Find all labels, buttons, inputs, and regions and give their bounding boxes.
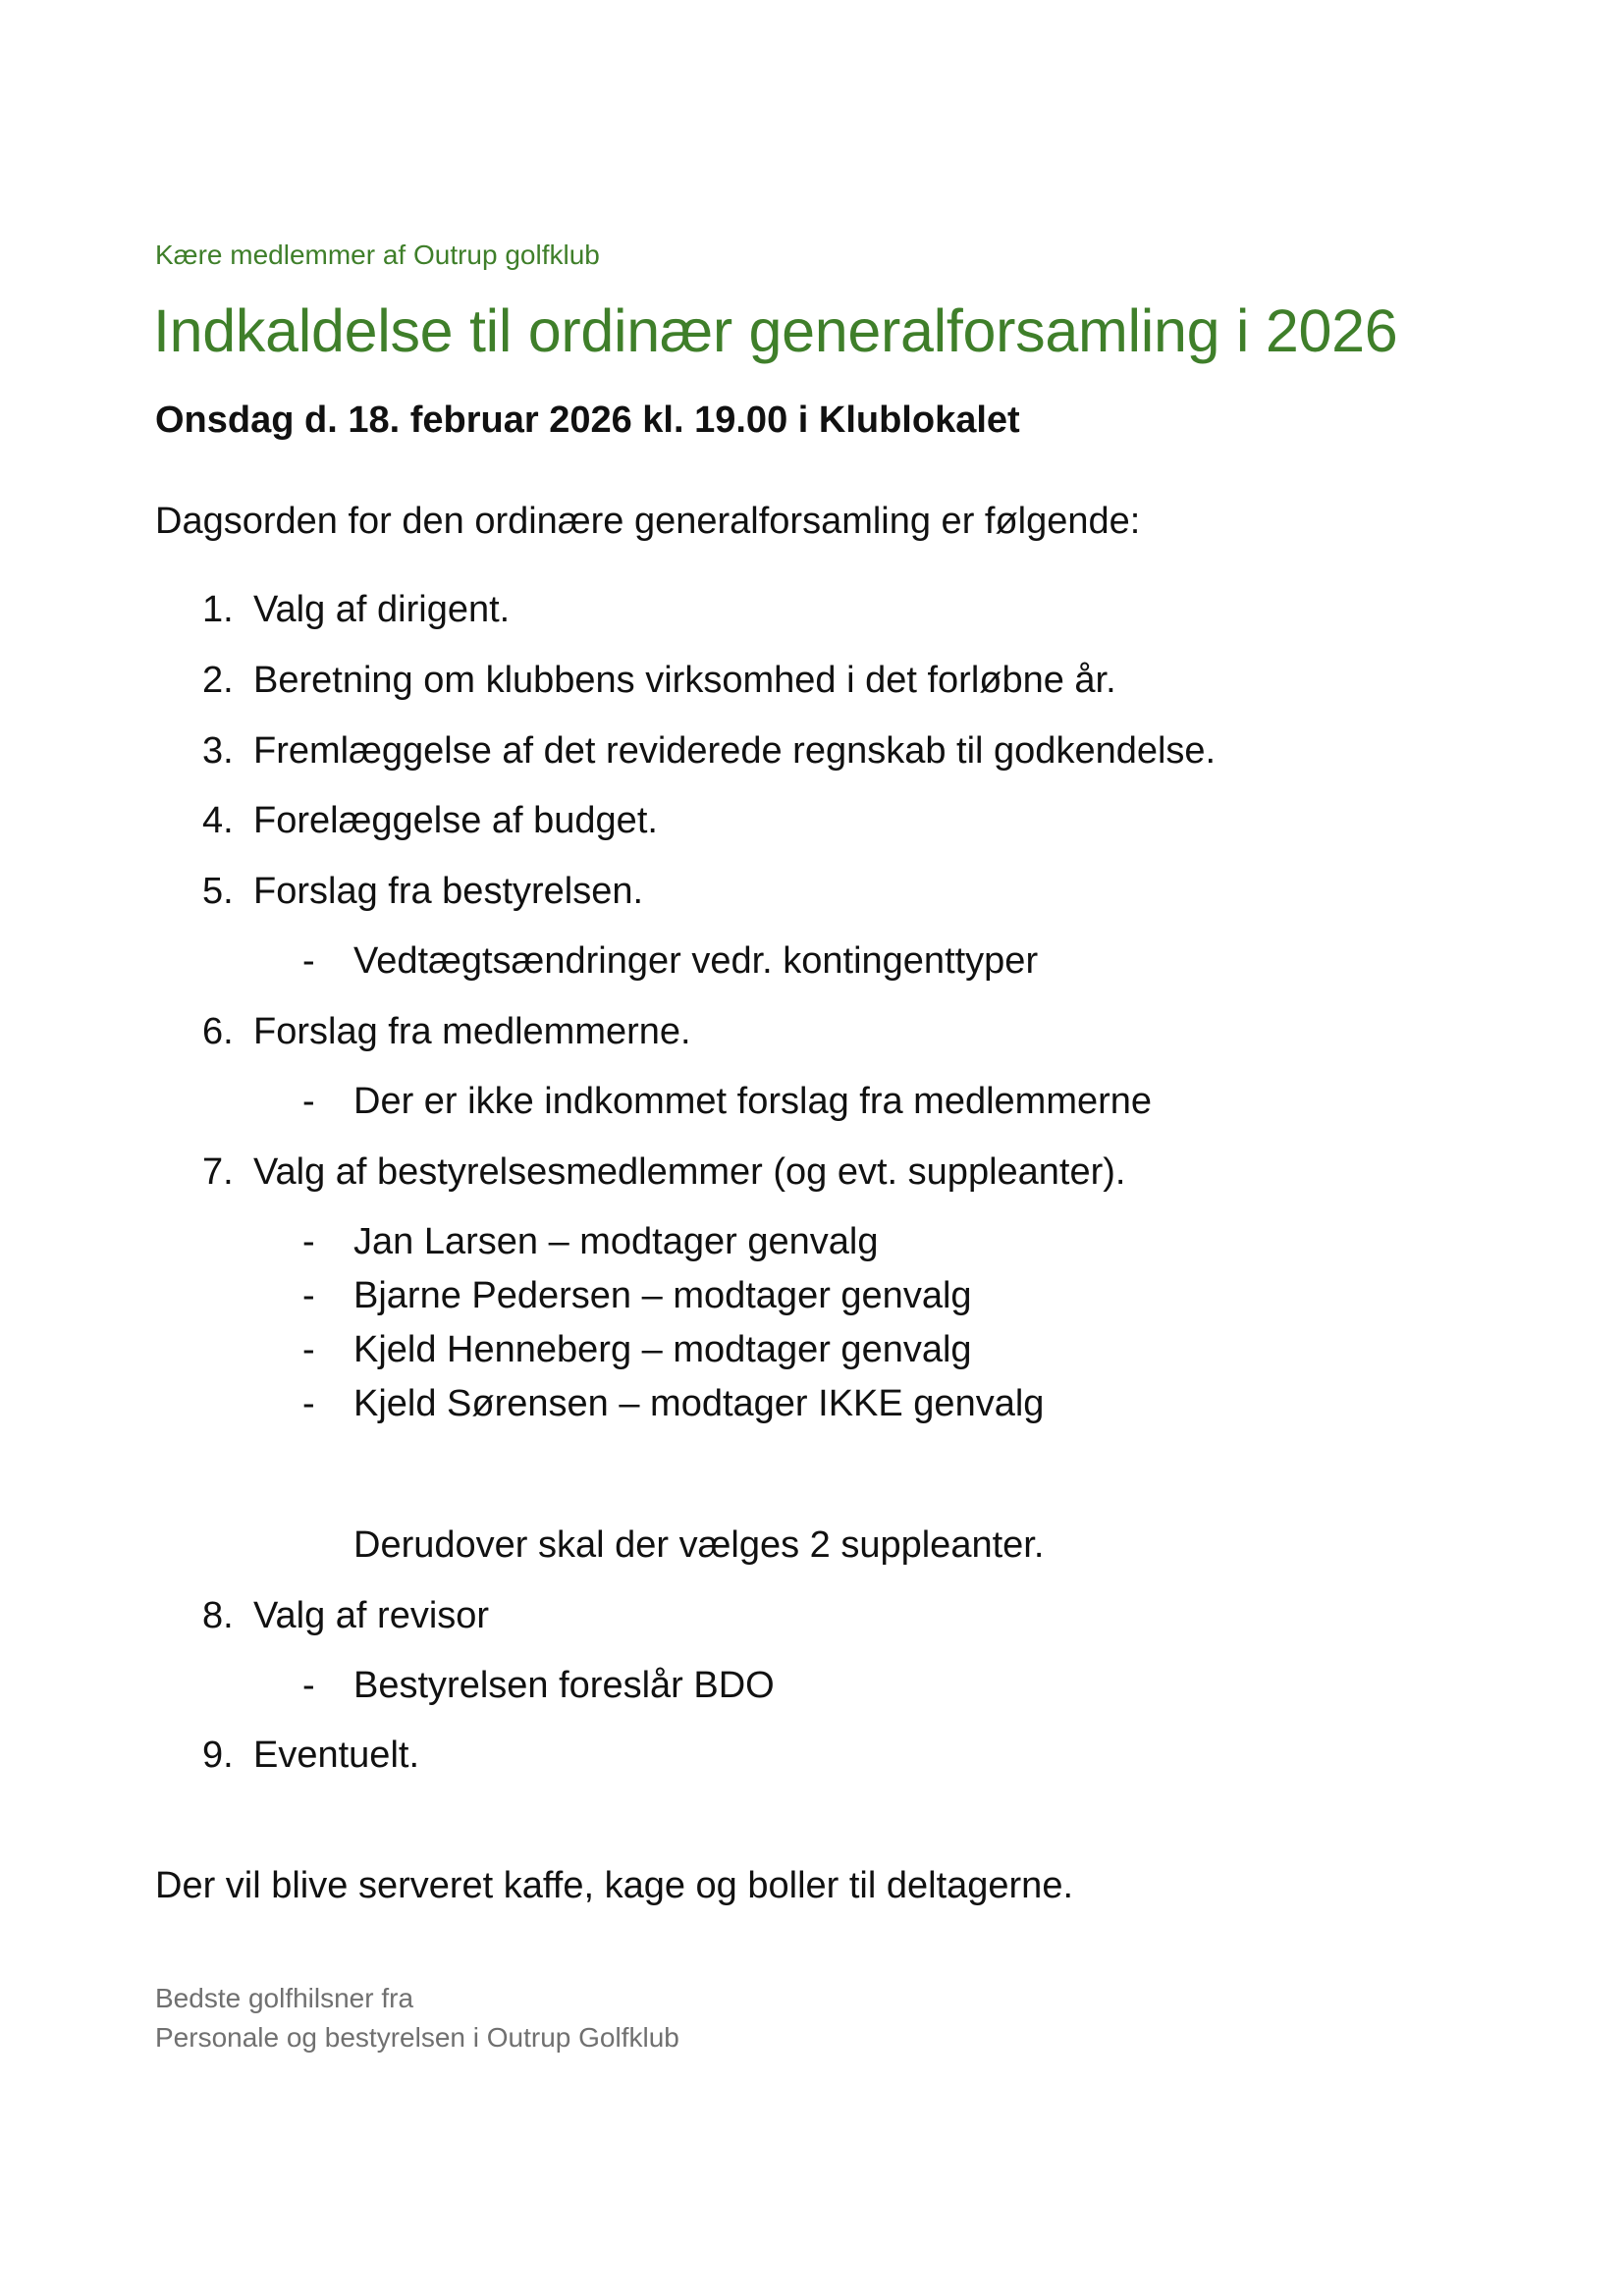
agenda-subitem-text: Kjeld Sørensen – modtager IKKE genvalg [353,1383,1045,1424]
dash-bullet: - [302,1221,315,1262]
agenda-subitem-text: Jan Larsen – modtager genvalg [353,1221,879,1262]
agenda-subitem-text: Vedtægtsændringer vedr. kontingenttyper [353,940,1039,982]
meeting-date-line: Onsdag d. 18. februar 2026 kl. 19.00 i Klublokalet [155,400,1020,441]
agenda-subitem-text: Der er ikke indkommet forslag fra medlemmerne [353,1081,1153,1122]
agenda-number: 5. [202,871,234,912]
agenda-number: 6. [202,1011,234,1052]
signoff-line-2: Personale og bestyrelsen i Outrup Golfklub [155,2022,679,2053]
agenda-text: Forelæggelse af budget. [253,800,658,841]
agenda-text: Eventuelt. [253,1735,419,1776]
agenda-number: 7. [202,1151,234,1193]
agenda-text: Valg af dirigent. [253,589,511,630]
dash-bullet: - [302,1329,315,1370]
dash-bullet: - [302,1081,315,1122]
signoff-line-1: Bedste golfhilsner fra [155,1983,414,2013]
page-title: Indkaldelse til ordinær generalforsamling i 2026 [153,297,1398,364]
agenda-number: 9. [202,1735,234,1776]
agenda-number: 2. [202,660,234,701]
dash-bullet: - [302,1665,315,1706]
agenda-text: Valg af bestyrelsesmedlemmer (og evt. suppleanter). [253,1151,1126,1193]
agenda-text: Forslag fra bestyrelsen. [253,871,644,912]
agenda-subitem-text: Kjeld Henneberg – modtager genvalg [353,1329,972,1370]
agenda-subitem-text: Bestyrelsen foreslår BDO [353,1665,775,1706]
agenda-subitem-text: Bjarne Pedersen – modtager genvalg [353,1275,972,1316]
dash-bullet: - [302,1383,315,1424]
greeting: Kære medlemmer af Outrup golfklub [155,240,600,270]
agenda-text: Valg af revisor [253,1595,490,1636]
closing-note: Der vil blive serveret kaffe, kage og boller til deltagerne. [155,1865,1074,1906]
agenda-note-text: Derudover skal der vælges 2 suppleanter. [353,1524,1045,1566]
agenda-number: 1. [202,589,234,630]
agenda-text: Forslag fra medlemmerne. [253,1011,691,1052]
dash-bullet: - [302,940,315,982]
agenda-number: 4. [202,800,234,841]
agenda-number: 3. [202,730,234,772]
agenda-text: Beretning om klubbens virksomhed i det forløbne år. [253,660,1116,701]
agenda-text: Fremlæggelse af det reviderede regnskab til godkendelse. [253,730,1217,772]
agenda-intro: Dagsorden for den ordinære generalforsamling er følgende: [155,501,1141,542]
agenda-number: 8. [202,1595,234,1636]
dash-bullet: - [302,1275,315,1316]
